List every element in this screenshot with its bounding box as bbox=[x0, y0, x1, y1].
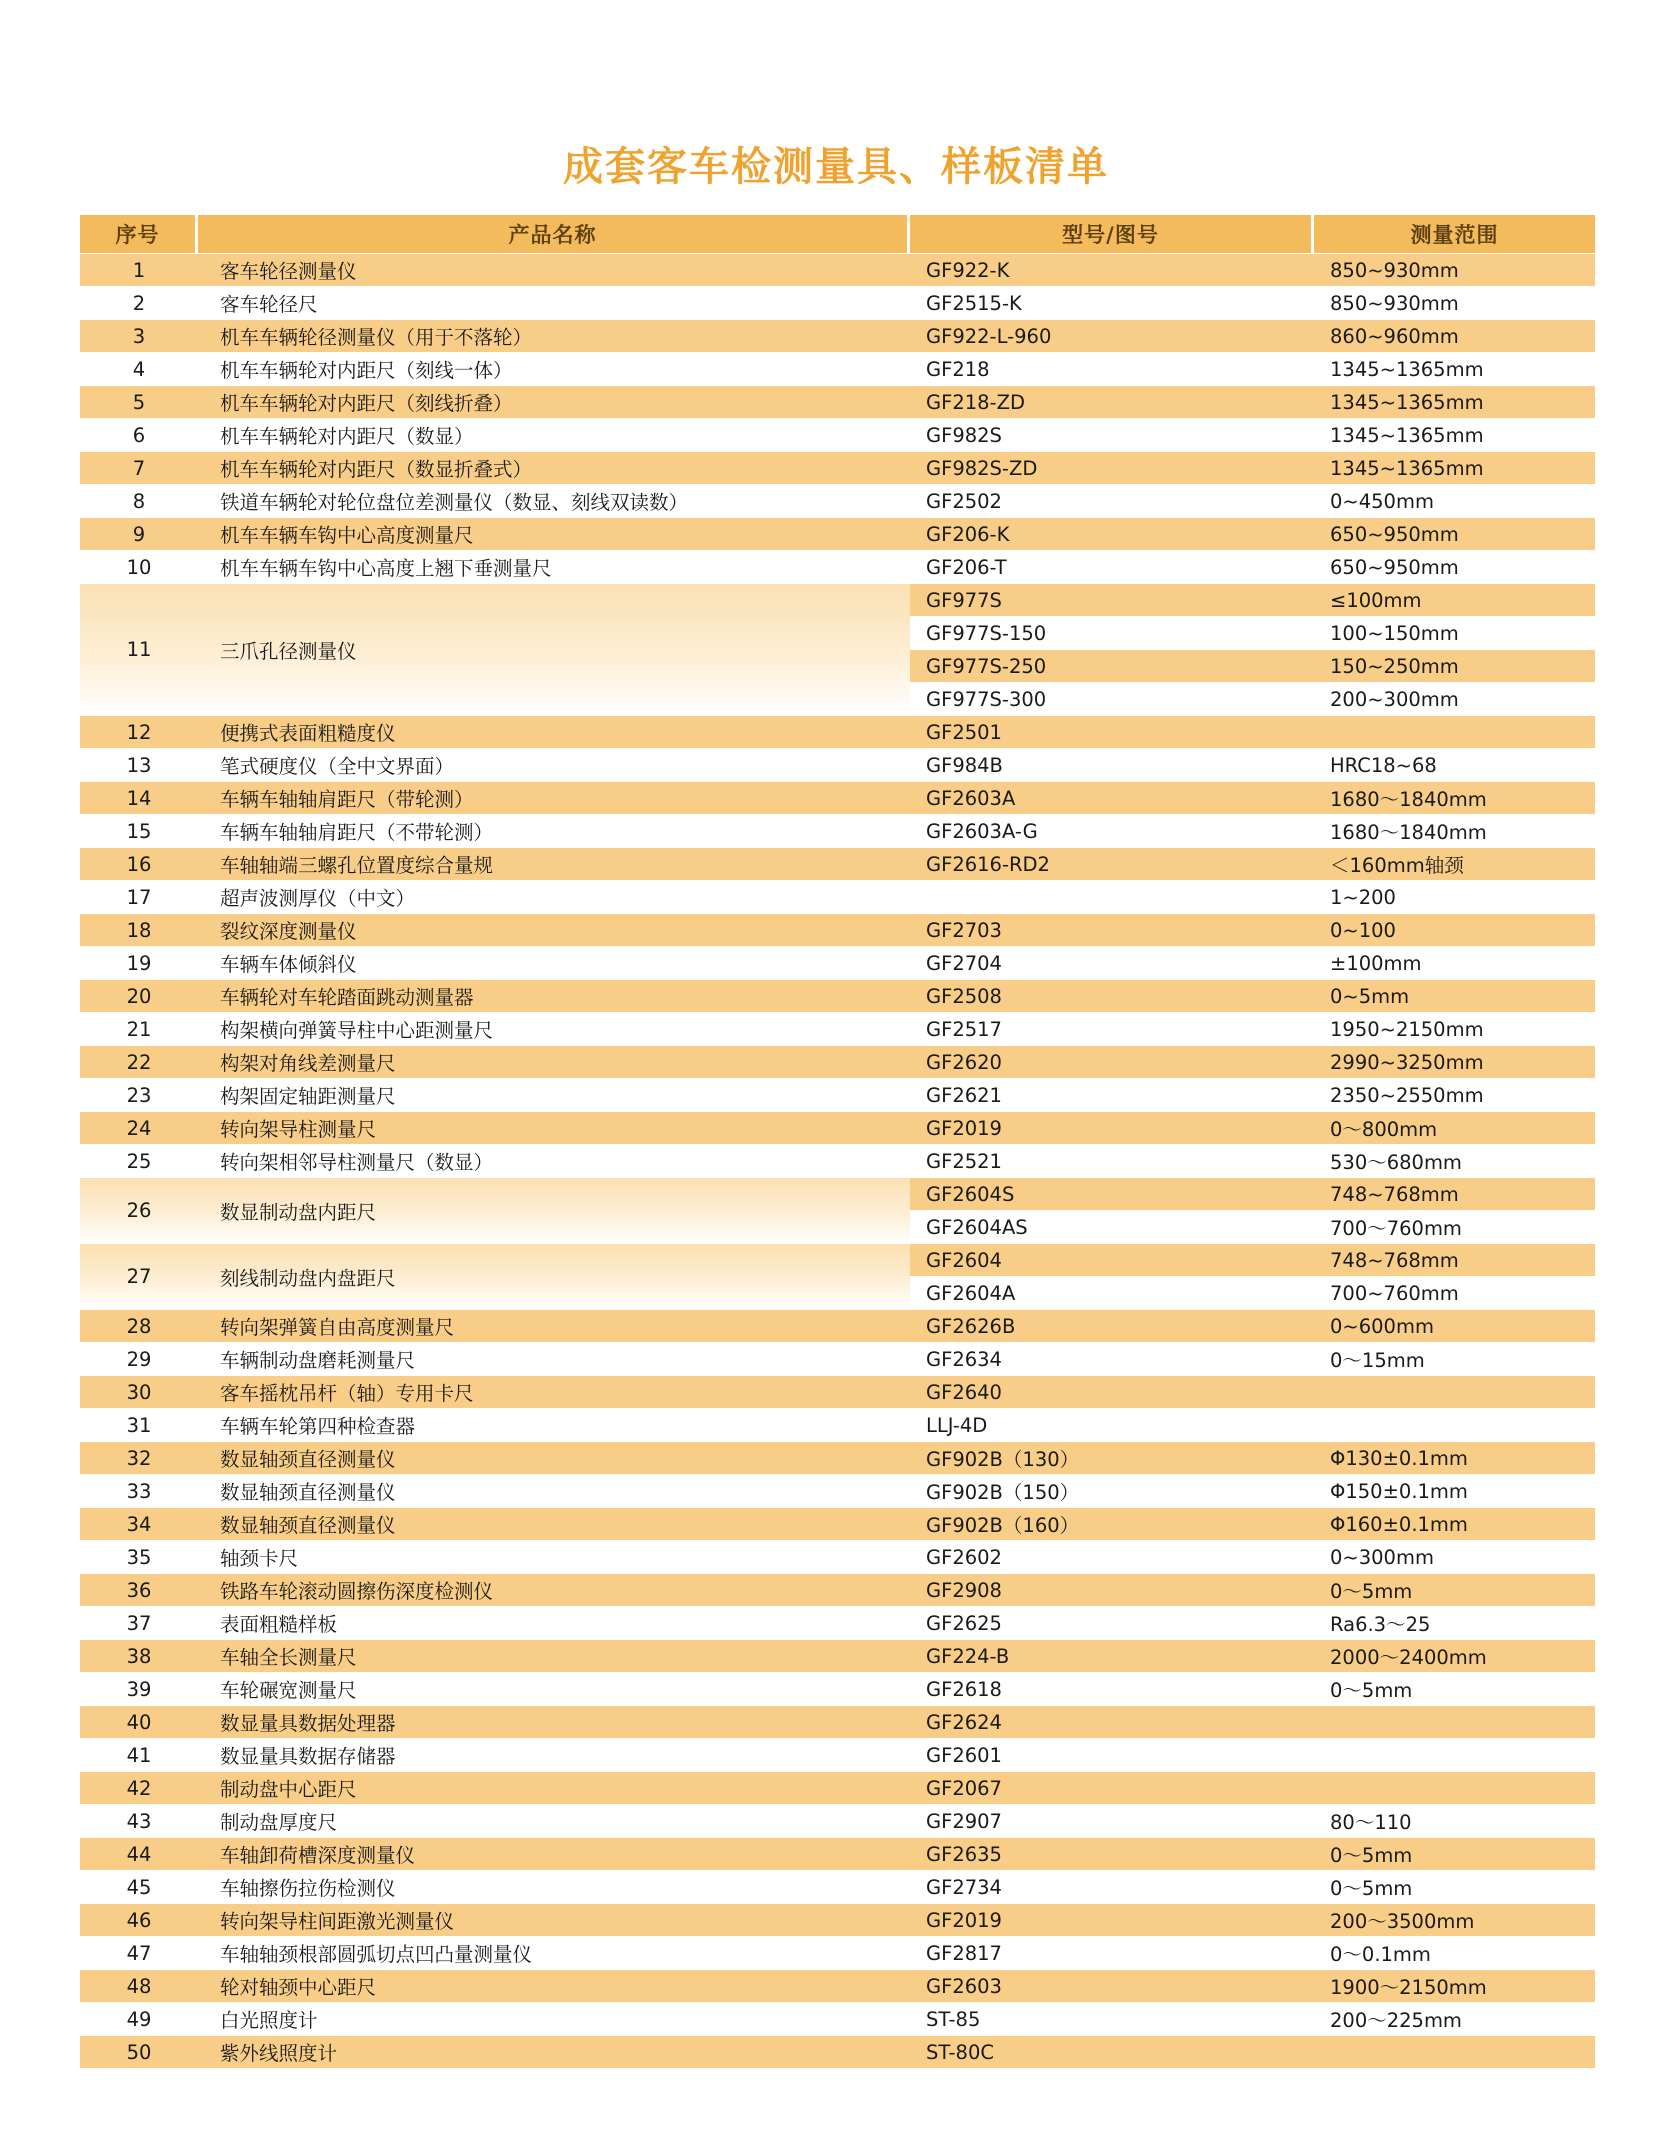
cell-range: 1900～2150mm bbox=[1314, 1970, 1595, 2002]
cell-model: GF2604AS bbox=[910, 1211, 1314, 1243]
cell-range: 1950~2150mm bbox=[1314, 1013, 1595, 1045]
cell-range: 1345~1365mm bbox=[1314, 452, 1595, 484]
table-row bbox=[80, 1376, 1595, 1408]
table-body bbox=[80, 254, 1595, 2068]
cell-product-name: 转向架相邻导柱测量尺（数显） bbox=[198, 1145, 910, 1177]
cell-range: 700～760mm bbox=[1314, 1211, 1595, 1243]
cell-index: 32 bbox=[80, 1442, 198, 1474]
table-row bbox=[80, 1607, 1595, 1639]
table-row bbox=[80, 1970, 1595, 2002]
cell-product-name: 数显轴颈直径测量仪 bbox=[198, 1508, 910, 1540]
cell-product-name: 构架对角线差测量尺 bbox=[198, 1046, 910, 1078]
cell-range: 80～110 bbox=[1314, 1805, 1595, 1837]
cell-product-name: 车辆制动盘磨耗测量尺 bbox=[198, 1343, 910, 1375]
table-row bbox=[80, 584, 1595, 616]
cell-index: 20 bbox=[80, 980, 198, 1012]
table-row bbox=[80, 254, 1595, 286]
cell-model: GF2604A bbox=[910, 1277, 1314, 1309]
cell-model: GF2620 bbox=[910, 1046, 1314, 1078]
cell-product-name: 超声波测厚仪（中文） bbox=[198, 881, 910, 913]
cell-range: 200~300mm bbox=[1314, 683, 1595, 715]
cell-range: 1680～1840mm bbox=[1314, 815, 1595, 847]
cell-range: 0～5mm bbox=[1314, 1838, 1595, 1870]
cell-index: 29 bbox=[80, 1343, 198, 1375]
table-row bbox=[80, 1046, 1595, 1078]
cell-range: 850~930mm bbox=[1314, 287, 1595, 319]
cell-product-name: 车轮碾宽测量尺 bbox=[198, 1673, 910, 1705]
cell-index: 3 bbox=[80, 320, 198, 352]
cell-product-name: 车轴全长测量尺 bbox=[198, 1640, 910, 1672]
cell-product-name: 机车车辆轮对内距尺（刻线折叠） bbox=[198, 386, 910, 418]
cell-product-name: 机车车辆轮对内距尺（数显） bbox=[198, 419, 910, 451]
cell-model: LLJ-4D bbox=[910, 1409, 1314, 1441]
cell-product-name: 转向架导柱间距激光测量仪 bbox=[198, 1904, 910, 1936]
cell-index: 18 bbox=[80, 914, 198, 946]
cell-index: 50 bbox=[80, 2036, 198, 2068]
cell-index: 49 bbox=[80, 2003, 198, 2035]
cell-model: GF2501 bbox=[910, 716, 1314, 748]
table-row bbox=[80, 1739, 1595, 1771]
spec-table bbox=[80, 214, 1595, 2069]
cell-index: 13 bbox=[80, 749, 198, 781]
table-row bbox=[80, 1409, 1595, 1441]
cell-range: 860~960mm bbox=[1314, 320, 1595, 352]
cell-index: 1 bbox=[80, 254, 198, 286]
table-row bbox=[80, 1244, 1595, 1276]
cell-index: 10 bbox=[80, 551, 198, 583]
cell-product-name: 表面粗糙样板 bbox=[198, 1607, 910, 1639]
cell-product-name: 客车轮径尺 bbox=[198, 287, 910, 319]
cell-range: 100~150mm bbox=[1314, 617, 1595, 649]
cell-model: GF2907 bbox=[910, 1805, 1314, 1837]
cell-model: GF2602 bbox=[910, 1541, 1314, 1573]
cell-range bbox=[1314, 716, 1595, 748]
cell-range: 2000～2400mm bbox=[1314, 1640, 1595, 1672]
table-row bbox=[80, 815, 1595, 847]
cell-model: GF2625 bbox=[910, 1607, 1314, 1639]
cell-index: 47 bbox=[80, 1937, 198, 1969]
cell-range: 650~950mm bbox=[1314, 551, 1595, 583]
cell-product-name: 车辆车体倾斜仪 bbox=[198, 947, 910, 979]
table-row bbox=[80, 1706, 1595, 1738]
table-row bbox=[80, 551, 1595, 583]
cell-index: 15 bbox=[80, 815, 198, 847]
cell-product-name: 三爪孔径测量仪 bbox=[198, 584, 910, 715]
cell-range bbox=[1314, 1706, 1595, 1738]
cell-range: 0~450mm bbox=[1314, 485, 1595, 517]
cell-model: GF2618 bbox=[910, 1673, 1314, 1705]
table-row bbox=[80, 1574, 1595, 1606]
table-row bbox=[80, 518, 1595, 550]
cell-product-name: 转向架导柱测量尺 bbox=[198, 1112, 910, 1144]
cell-model: GF2734 bbox=[910, 1871, 1314, 1903]
cell-product-name: 车辆轮对车轮踏面跳动测量器 bbox=[198, 980, 910, 1012]
cell-range: 650~950mm bbox=[1314, 518, 1595, 550]
cell-model: GF902B（150） bbox=[910, 1475, 1314, 1507]
cell-index: 40 bbox=[80, 1706, 198, 1738]
table-row bbox=[80, 881, 1595, 913]
cell-model: GF2621 bbox=[910, 1079, 1314, 1111]
cell-index: 39 bbox=[80, 1673, 198, 1705]
cell-range: Φ130±0.1mm bbox=[1314, 1442, 1595, 1474]
cell-product-name: 白光照度计 bbox=[198, 2003, 910, 2035]
cell-index: 8 bbox=[80, 485, 198, 517]
cell-model: GF224-B bbox=[910, 1640, 1314, 1672]
cell-range: 2350~2550mm bbox=[1314, 1079, 1595, 1111]
table-header-row bbox=[80, 215, 1595, 253]
cell-product-name: 车轴擦伤拉伤检测仪 bbox=[198, 1871, 910, 1903]
cell-model: GF2067 bbox=[910, 1772, 1314, 1804]
cell-index: 25 bbox=[80, 1145, 198, 1177]
cell-model: GF2515-K bbox=[910, 287, 1314, 319]
cell-range: 1345~1365mm bbox=[1314, 386, 1595, 418]
cell-range: Ra6.3～25 bbox=[1314, 1607, 1595, 1639]
cell-range: ≤100mm bbox=[1314, 584, 1595, 616]
table-row bbox=[80, 1475, 1595, 1507]
table-row bbox=[80, 1838, 1595, 1870]
column-header-index: 序号 bbox=[80, 215, 198, 253]
cell-product-name: 刻线制动盘内盘距尺 bbox=[198, 1244, 910, 1309]
cell-range: 0～5mm bbox=[1314, 1673, 1595, 1705]
cell-index: 7 bbox=[80, 452, 198, 484]
cell-product-name: 数显制动盘内距尺 bbox=[198, 1178, 910, 1243]
cell-range: 0～15mm bbox=[1314, 1343, 1595, 1375]
cell-range: 150~250mm bbox=[1314, 650, 1595, 682]
cell-product-name: 客车轮径测量仪 bbox=[198, 254, 910, 286]
cell-range: 200～3500mm bbox=[1314, 1904, 1595, 1936]
cell-index: 44 bbox=[80, 1838, 198, 1870]
cell-range: ＜160mm轴颈 bbox=[1314, 848, 1595, 880]
table-row bbox=[80, 1079, 1595, 1111]
cell-product-name: 铁道车辆轮对轮位盘位差测量仪（数显、刻线双读数） bbox=[198, 485, 910, 517]
cell-index: 14 bbox=[80, 782, 198, 814]
cell-index: 2 bbox=[80, 287, 198, 319]
cell-index: 42 bbox=[80, 1772, 198, 1804]
cell-model: GF218 bbox=[910, 353, 1314, 385]
cell-index: 46 bbox=[80, 1904, 198, 1936]
cell-model: GF982S bbox=[910, 419, 1314, 451]
cell-index: 27 bbox=[80, 1244, 198, 1309]
cell-product-name: 机车车辆轮径测量仪（用于不落轮） bbox=[198, 320, 910, 352]
cell-index: 37 bbox=[80, 1607, 198, 1639]
cell-model: GF2635 bbox=[910, 1838, 1314, 1870]
cell-range: 1~200 bbox=[1314, 881, 1595, 913]
cell-model: GF2703 bbox=[910, 914, 1314, 946]
cell-index: 41 bbox=[80, 1739, 198, 1771]
table-row bbox=[80, 1112, 1595, 1144]
cell-range bbox=[1314, 2036, 1595, 2068]
table-row bbox=[80, 386, 1595, 418]
cell-model: GF2704 bbox=[910, 947, 1314, 979]
table-row bbox=[80, 1013, 1595, 1045]
table-row bbox=[80, 1640, 1595, 1672]
cell-range: HRC18~68 bbox=[1314, 749, 1595, 781]
table-row bbox=[80, 1310, 1595, 1342]
table-row bbox=[80, 914, 1595, 946]
table-row bbox=[80, 1772, 1595, 1804]
cell-model: GF922-L-960 bbox=[910, 320, 1314, 352]
cell-index: 33 bbox=[80, 1475, 198, 1507]
cell-range bbox=[1314, 1739, 1595, 1771]
cell-model: GF977S-250 bbox=[910, 650, 1314, 682]
cell-index: 16 bbox=[80, 848, 198, 880]
cell-model: GF2908 bbox=[910, 1574, 1314, 1606]
cell-index: 30 bbox=[80, 1376, 198, 1408]
table-row bbox=[80, 452, 1595, 484]
cell-model: GF2601 bbox=[910, 1739, 1314, 1771]
cell-product-name: 数显轴颈直径测量仪 bbox=[198, 1475, 910, 1507]
cell-range bbox=[1314, 1772, 1595, 1804]
cell-range: 0～5mm bbox=[1314, 1871, 1595, 1903]
cell-range: 1680～1840mm bbox=[1314, 782, 1595, 814]
cell-model: GF902B（160） bbox=[910, 1508, 1314, 1540]
cell-product-name: 机车车辆轮对内距尺（数显折叠式） bbox=[198, 452, 910, 484]
table-row bbox=[80, 2036, 1595, 2068]
cell-product-name: 制动盘中心距尺 bbox=[198, 1772, 910, 1804]
cell-range: 1345~1365mm bbox=[1314, 419, 1595, 451]
cell-index: 36 bbox=[80, 1574, 198, 1606]
cell-model: GF977S-150 bbox=[910, 617, 1314, 649]
table-row bbox=[80, 1871, 1595, 1903]
cell-range: 530～680mm bbox=[1314, 1145, 1595, 1177]
cell-model: GF2817 bbox=[910, 1937, 1314, 1969]
table-row bbox=[80, 749, 1595, 781]
cell-model: GF2640 bbox=[910, 1376, 1314, 1408]
cell-model: GF2624 bbox=[910, 1706, 1314, 1738]
cell-index: 23 bbox=[80, 1079, 198, 1111]
table-row bbox=[80, 980, 1595, 1012]
table-row bbox=[80, 1937, 1595, 1969]
table-header bbox=[80, 215, 1595, 253]
cell-product-name: 转向架弹簧自由高度测量尺 bbox=[198, 1310, 910, 1342]
cell-model: GF2626B bbox=[910, 1310, 1314, 1342]
cell-product-name: 轴颈卡尺 bbox=[198, 1541, 910, 1573]
cell-model: GF977S bbox=[910, 584, 1314, 616]
cell-product-name: 车辆车轮第四种检查器 bbox=[198, 1409, 910, 1441]
cell-index: 43 bbox=[80, 1805, 198, 1837]
table-row bbox=[80, 947, 1595, 979]
table-row bbox=[80, 320, 1595, 352]
cell-model: GF2604S bbox=[910, 1178, 1314, 1210]
cell-product-name: 车辆车轴轴肩距尺（不带轮测） bbox=[198, 815, 910, 847]
column-header-range: 测量范围 bbox=[1314, 215, 1595, 253]
page-title: 成套客车检测量具、样板清单 bbox=[563, 144, 1109, 190]
cell-index: 31 bbox=[80, 1409, 198, 1441]
cell-product-name: 笔式硬度仪（全中文界面） bbox=[198, 749, 910, 781]
cell-index: 34 bbox=[80, 1508, 198, 1540]
table-row bbox=[80, 2003, 1595, 2035]
cell-range bbox=[1314, 1409, 1595, 1441]
cell-index: 9 bbox=[80, 518, 198, 550]
cell-model: GF2521 bbox=[910, 1145, 1314, 1177]
table-row bbox=[80, 848, 1595, 880]
table-row bbox=[80, 1508, 1595, 1540]
cell-model: GF2508 bbox=[910, 980, 1314, 1012]
column-header-product-name: 产品名称 bbox=[198, 215, 910, 253]
column-header-model: 型号/图号 bbox=[910, 215, 1314, 253]
table-row bbox=[80, 485, 1595, 517]
cell-product-name: 数显轴颈直径测量仪 bbox=[198, 1442, 910, 1474]
cell-product-name: 数显量具数据存储器 bbox=[198, 1739, 910, 1771]
cell-range: ±100mm bbox=[1314, 947, 1595, 979]
cell-model: GF982S-ZD bbox=[910, 452, 1314, 484]
cell-product-name: 构架横向弹簧导柱中心距测量尺 bbox=[198, 1013, 910, 1045]
cell-range: 2990~3250mm bbox=[1314, 1046, 1595, 1078]
table-row bbox=[80, 287, 1595, 319]
cell-index: 28 bbox=[80, 1310, 198, 1342]
cell-product-name: 铁路车轮滚动圆擦伤深度检测仪 bbox=[198, 1574, 910, 1606]
table-row bbox=[80, 1343, 1595, 1375]
cell-product-name: 紫外线照度计 bbox=[198, 2036, 910, 2068]
cell-range: 0~600mm bbox=[1314, 1310, 1595, 1342]
cell-range: 748~768mm bbox=[1314, 1244, 1595, 1276]
table-row bbox=[80, 1178, 1595, 1210]
cell-index: 19 bbox=[80, 947, 198, 979]
cell-index: 17 bbox=[80, 881, 198, 913]
cell-model: GF2603A-G bbox=[910, 815, 1314, 847]
cell-model: GF2604 bbox=[910, 1244, 1314, 1276]
cell-model: GF2603 bbox=[910, 1970, 1314, 2002]
cell-product-name: 机车车辆车钩中心高度上翘下垂测量尺 bbox=[198, 551, 910, 583]
cell-index: 24 bbox=[80, 1112, 198, 1144]
table-row bbox=[80, 1805, 1595, 1837]
cell-product-name: 机车车辆车钩中心高度测量尺 bbox=[198, 518, 910, 550]
cell-index: 48 bbox=[80, 1970, 198, 2002]
cell-product-name: 制动盘厚度尺 bbox=[198, 1805, 910, 1837]
cell-product-name: 构架固定轴距测量尺 bbox=[198, 1079, 910, 1111]
cell-index: 38 bbox=[80, 1640, 198, 1672]
cell-product-name: 车辆车轴轴肩距尺（带轮测） bbox=[198, 782, 910, 814]
cell-model: ST-80C bbox=[910, 2036, 1314, 2068]
cell-model: GF206-T bbox=[910, 551, 1314, 583]
cell-range: 200～225mm bbox=[1314, 2003, 1595, 2035]
cell-model: ST-85 bbox=[910, 2003, 1314, 2035]
cell-model: GF2502 bbox=[910, 485, 1314, 517]
cell-product-name: 机车车辆轮对内距尺（刻线一体） bbox=[198, 353, 910, 385]
cell-range: 850~930mm bbox=[1314, 254, 1595, 286]
table-row bbox=[80, 1673, 1595, 1705]
cell-model: GF977S-300 bbox=[910, 683, 1314, 715]
cell-model: GF2616-RD2 bbox=[910, 848, 1314, 880]
cell-range: 0~300mm bbox=[1314, 1541, 1595, 1573]
table-row bbox=[80, 419, 1595, 451]
cell-index: 26 bbox=[80, 1178, 198, 1243]
cell-range: 0～5mm bbox=[1314, 1574, 1595, 1606]
cell-product-name: 车轴轴端三螺孔位置度综合量规 bbox=[198, 848, 910, 880]
cell-index: 21 bbox=[80, 1013, 198, 1045]
cell-model: GF2634 bbox=[910, 1343, 1314, 1375]
cell-model bbox=[910, 881, 1314, 913]
table-row bbox=[80, 782, 1595, 814]
cell-index: 22 bbox=[80, 1046, 198, 1078]
cell-range: 0~100 bbox=[1314, 914, 1595, 946]
cell-index: 45 bbox=[80, 1871, 198, 1903]
cell-index: 6 bbox=[80, 419, 198, 451]
cell-product-name: 便携式表面粗糙度仪 bbox=[198, 716, 910, 748]
cell-range: 748~768mm bbox=[1314, 1178, 1595, 1210]
cell-index: 12 bbox=[80, 716, 198, 748]
cell-product-name: 数显量具数据处理器 bbox=[198, 1706, 910, 1738]
cell-index: 5 bbox=[80, 386, 198, 418]
cell-range: 0~5mm bbox=[1314, 980, 1595, 1012]
cell-range: 0～800mm bbox=[1314, 1112, 1595, 1144]
cell-product-name: 裂纹深度测量仪 bbox=[198, 914, 910, 946]
cell-range: Φ160±0.1mm bbox=[1314, 1508, 1595, 1540]
table-row bbox=[80, 1541, 1595, 1573]
cell-range: Φ150±0.1mm bbox=[1314, 1475, 1595, 1507]
cell-index: 4 bbox=[80, 353, 198, 385]
cell-product-name: 车轴卸荷槽深度测量仪 bbox=[198, 1838, 910, 1870]
cell-model: GF206-K bbox=[910, 518, 1314, 550]
cell-model: GF2019 bbox=[910, 1112, 1314, 1144]
cell-range bbox=[1314, 1376, 1595, 1408]
table-row bbox=[80, 1904, 1595, 1936]
cell-range: 0～0.1mm bbox=[1314, 1937, 1595, 1969]
cell-index: 11 bbox=[80, 584, 198, 715]
table-row bbox=[80, 353, 1595, 385]
cell-index: 35 bbox=[80, 1541, 198, 1573]
table-row bbox=[80, 716, 1595, 748]
cell-model: GF984B bbox=[910, 749, 1314, 781]
cell-model: GF922-K bbox=[910, 254, 1314, 286]
cell-model: GF902B（130） bbox=[910, 1442, 1314, 1474]
cell-model: GF2603A bbox=[910, 782, 1314, 814]
cell-product-name: 轮对轴颈中心距尺 bbox=[198, 1970, 910, 2002]
table-row bbox=[80, 1442, 1595, 1474]
cell-model: GF2019 bbox=[910, 1904, 1314, 1936]
cell-range: 1345~1365mm bbox=[1314, 353, 1595, 385]
cell-range: 700~760mm bbox=[1314, 1277, 1595, 1309]
cell-product-name: 车轴轴颈根部圆弧切点凹凸量测量仪 bbox=[198, 1937, 910, 1969]
cell-model: GF2517 bbox=[910, 1013, 1314, 1045]
table-row bbox=[80, 1145, 1595, 1177]
cell-model: GF218-ZD bbox=[910, 386, 1314, 418]
cell-product-name: 客车摇枕吊杆（轴）专用卡尺 bbox=[198, 1376, 910, 1408]
